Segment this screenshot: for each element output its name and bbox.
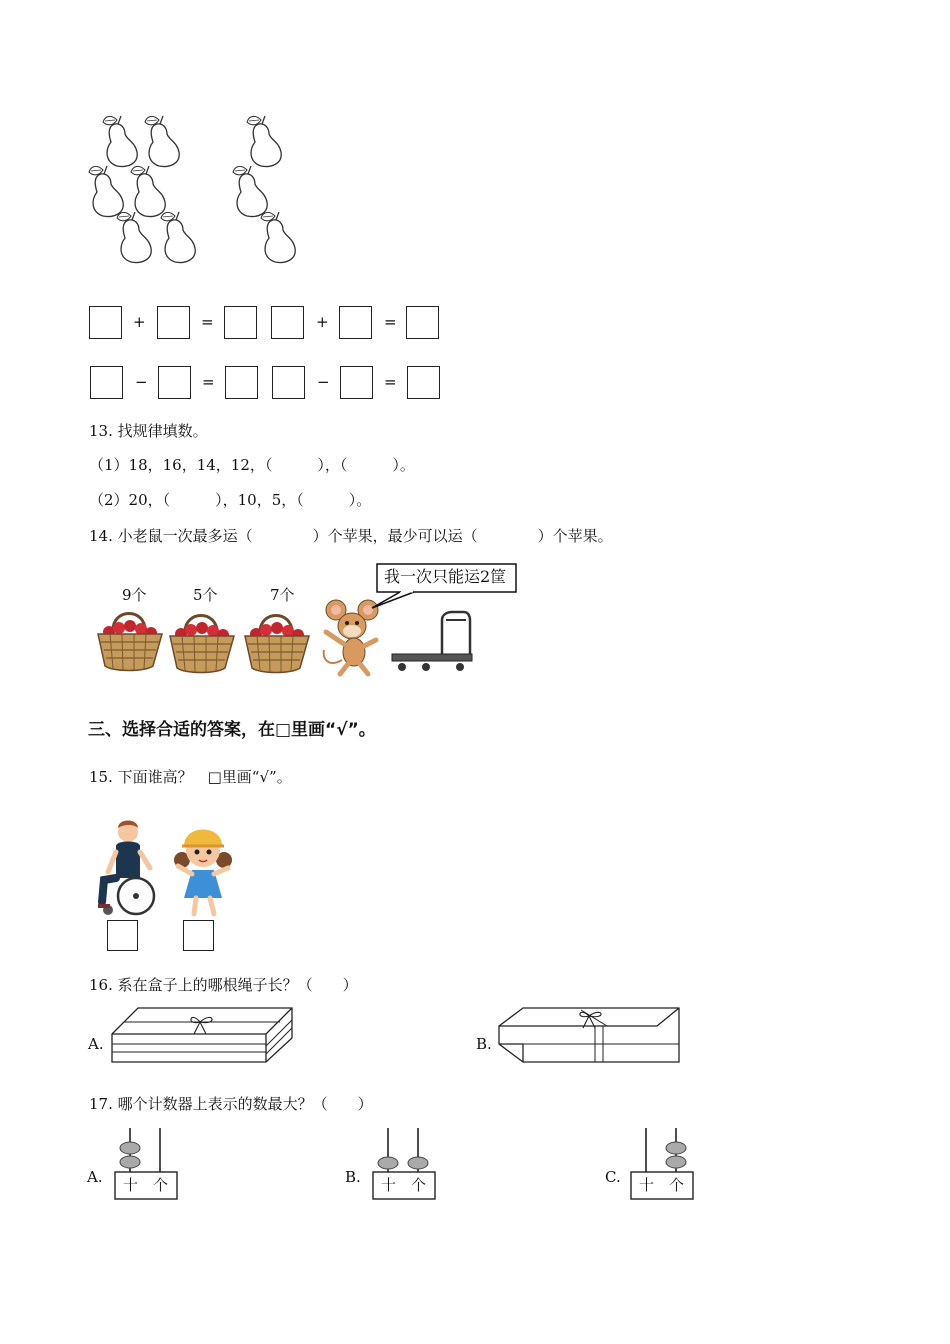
ones-label: 个 [153, 1176, 169, 1194]
answer-box[interactable] [89, 306, 122, 339]
question-13-line-2: （2）20，（ ），10，5，（ ）。 [89, 491, 372, 509]
minus-sign: − [135, 373, 148, 391]
box-a-with-rope [110, 1004, 296, 1066]
speech-bubble-text: 我一次只能运2筐 [384, 567, 507, 586]
tens-label: 十 [123, 1176, 139, 1194]
question-16-title: 16. 系在盒子上的哪根绳子长？（ ） [89, 976, 358, 994]
answer-box[interactable] [339, 306, 372, 339]
girl-with-hat [166, 820, 238, 918]
answer-box[interactable] [90, 366, 123, 399]
equals-sign: = [202, 373, 215, 391]
equals-sign: = [384, 313, 397, 331]
option-a-label[interactable]: A. [87, 1168, 103, 1186]
ones-label: 个 [411, 1176, 427, 1194]
box-b-with-rope [497, 1004, 683, 1066]
answer-checkbox-boy[interactable] [107, 920, 138, 951]
answer-box[interactable] [157, 306, 190, 339]
answer-box[interactable] [406, 306, 439, 339]
answer-box[interactable] [272, 366, 305, 399]
option-a-label[interactable]: A. [88, 1035, 104, 1053]
option-c-label[interactable]: C. [605, 1168, 621, 1186]
section-3-heading: 三、选择合适的答案，在□里画“√”。 [88, 720, 376, 740]
equals-sign: = [384, 373, 397, 391]
minus-sign: − [317, 373, 330, 391]
plus-sign: + [133, 313, 146, 331]
hand-truck-cart [390, 610, 474, 676]
question-17-title: 17. 哪个计数器上表示的数最大？（ ） [89, 1095, 373, 1113]
plus-sign: + [316, 313, 329, 331]
boy-in-wheelchair [94, 816, 160, 918]
question-13-title: 13. 找规律填数。 [89, 422, 208, 440]
answer-checkbox-girl[interactable] [183, 920, 214, 951]
basket-label: 9个 [122, 586, 147, 604]
ones-label: 个 [669, 1176, 685, 1194]
tens-label: 十 [381, 1176, 397, 1194]
basket-label: 7个 [270, 586, 295, 604]
answer-box[interactable] [158, 366, 191, 399]
tens-label: 十 [639, 1176, 655, 1194]
option-b-label[interactable]: B. [476, 1035, 492, 1053]
equals-sign: = [201, 313, 214, 331]
answer-box[interactable] [224, 306, 257, 339]
basket-label: 5个 [193, 586, 218, 604]
answer-box[interactable] [271, 306, 304, 339]
answer-box[interactable] [225, 366, 258, 399]
apple-baskets-illustration [95, 604, 315, 678]
answer-box[interactable] [407, 366, 440, 399]
question-14-title: 14. 小老鼠一次最多运（ ）个苹果，最少可以运（ ）个苹果。 [89, 527, 613, 545]
option-b-label[interactable]: B. [345, 1168, 361, 1186]
question-15-title: 15. 下面谁高？ □里画“√”。 [89, 768, 292, 786]
pears-illustration [85, 110, 315, 270]
answer-box[interactable] [340, 366, 373, 399]
question-13-line-1: （1）18，16，14，12，（ ），（ ）。 [89, 456, 415, 474]
